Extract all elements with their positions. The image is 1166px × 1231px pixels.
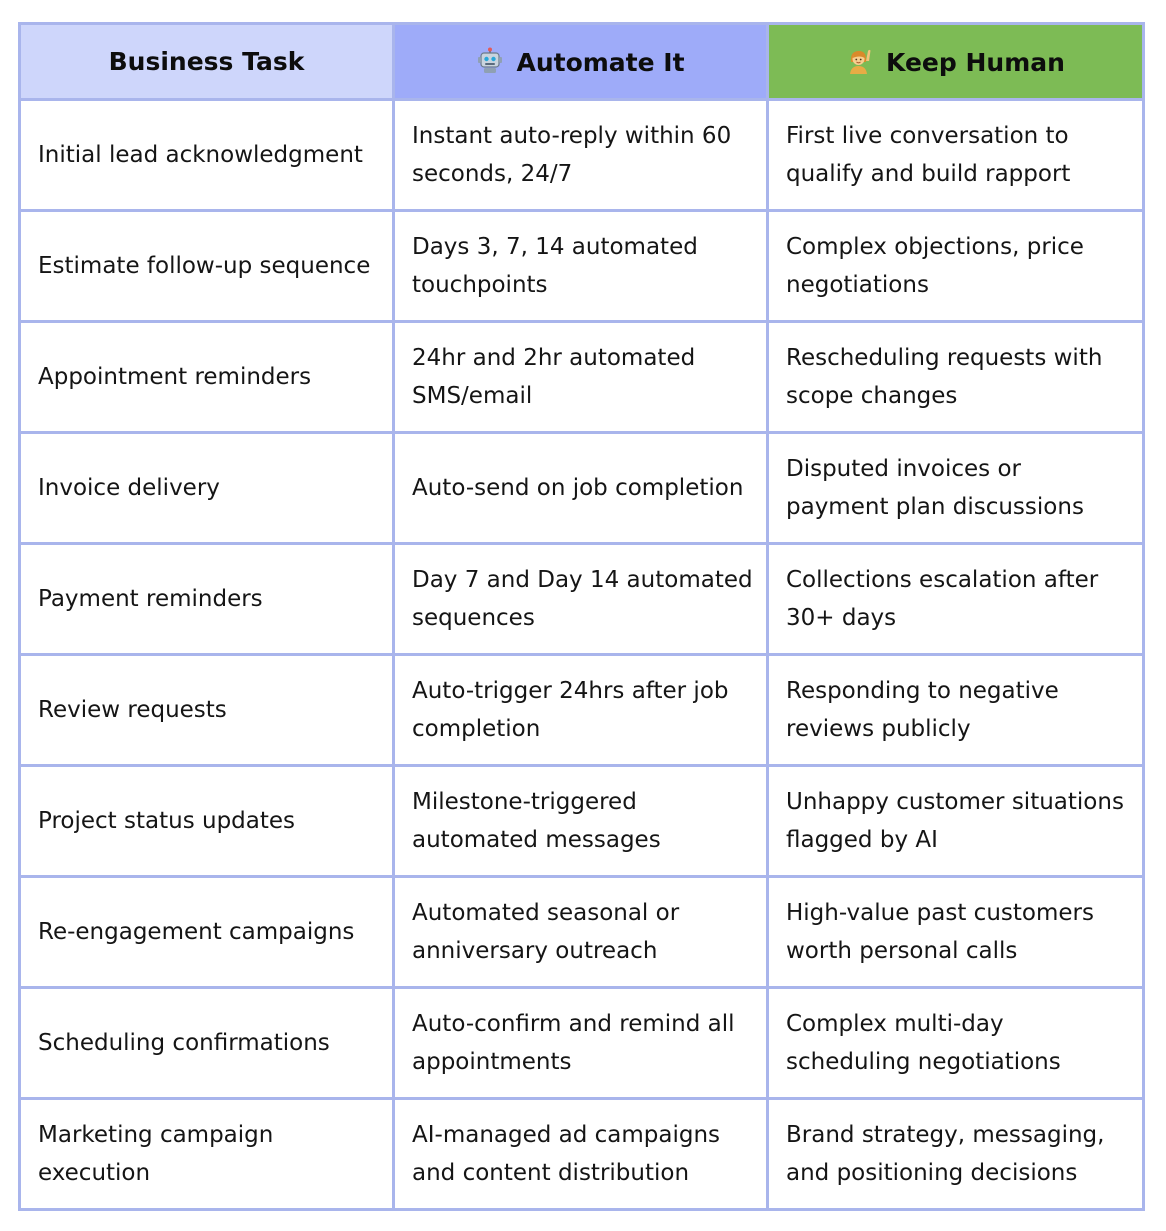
- table-row: [20, 544, 1144, 655]
- automate-cell: Instant auto-reply within 60 seconds, 24/7: [394, 100, 768, 211]
- table-row: [20, 100, 1144, 211]
- task-cell: Estimate follow-up sequence: [20, 211, 394, 322]
- human-cell: High-value past customers worth personal calls: [768, 877, 1144, 988]
- header-automate-it: [394, 24, 768, 100]
- comparison-table-container: [18, 22, 1142, 1211]
- task-cell: Invoice delivery: [20, 433, 394, 544]
- table-row: [20, 988, 1144, 1099]
- human-cell: Rescheduling requests with scope changes: [768, 322, 1144, 433]
- header-keep-human: [768, 24, 1144, 100]
- automate-cell: Milestone-triggered automated messages: [394, 766, 768, 877]
- task-cell: Review requests: [20, 655, 394, 766]
- table-row: [20, 211, 1144, 322]
- task-cell: Initial lead acknowledgment: [20, 100, 394, 211]
- task-cell: Re-engagement campaigns: [20, 877, 394, 988]
- table-row: [20, 322, 1144, 433]
- human-cell: Collections escalation after 30+ days: [768, 544, 1144, 655]
- automate-cell: AI-managed ad campaigns and content distribution: [394, 1099, 768, 1210]
- table-row: [20, 655, 1144, 766]
- table-row: [20, 1099, 1144, 1210]
- human-cell: First live conversation to qualify and build rapport: [768, 100, 1144, 211]
- human-cell: Responding to negative reviews publicly: [768, 655, 1144, 766]
- header-task-label: Business Task: [108, 47, 305, 76]
- human-cell: Complex multi-day scheduling negotiations: [768, 988, 1144, 1099]
- automate-cell: Auto-confirm and remind all appointments: [394, 988, 768, 1099]
- person-raising-hand-icon: [846, 47, 874, 75]
- table-row: [20, 433, 1144, 544]
- automate-cell: Automated seasonal or anniversary outreach: [394, 877, 768, 988]
- task-cell: Appointment reminders: [20, 322, 394, 433]
- automation-comparison-table: [18, 22, 1145, 1211]
- human-cell: Disputed invoices or payment plan discussions: [768, 433, 1144, 544]
- human-cell: Complex objections, price negotiations: [768, 211, 1144, 322]
- table-row: [20, 766, 1144, 877]
- header-business-task: [20, 24, 394, 100]
- human-cell: Unhappy customer situations flagged by AI: [768, 766, 1144, 877]
- automate-cell: Auto-send on job completion: [394, 433, 768, 544]
- automate-cell: Day 7 and Day 14 automated sequences: [394, 544, 768, 655]
- header-row: [20, 24, 1144, 100]
- robot-icon: [476, 47, 504, 75]
- task-cell: Scheduling confirmations: [20, 988, 394, 1099]
- automate-cell: Auto-trigger 24hrs after job completion: [394, 655, 768, 766]
- task-cell: Project status updates: [20, 766, 394, 877]
- human-cell: Brand strategy, messaging, and positioning decisions: [768, 1099, 1144, 1210]
- header-human-label: Keep Human: [886, 47, 1065, 77]
- table-row: [20, 877, 1144, 988]
- automate-cell: Days 3, 7, 14 automated touchpoints: [394, 211, 768, 322]
- header-automate-label: Automate It: [516, 47, 685, 77]
- automate-cell: 24hr and 2hr automated SMS/email: [394, 322, 768, 433]
- task-cell: Payment reminders: [20, 544, 394, 655]
- task-cell: Marketing campaign execution: [20, 1099, 394, 1210]
